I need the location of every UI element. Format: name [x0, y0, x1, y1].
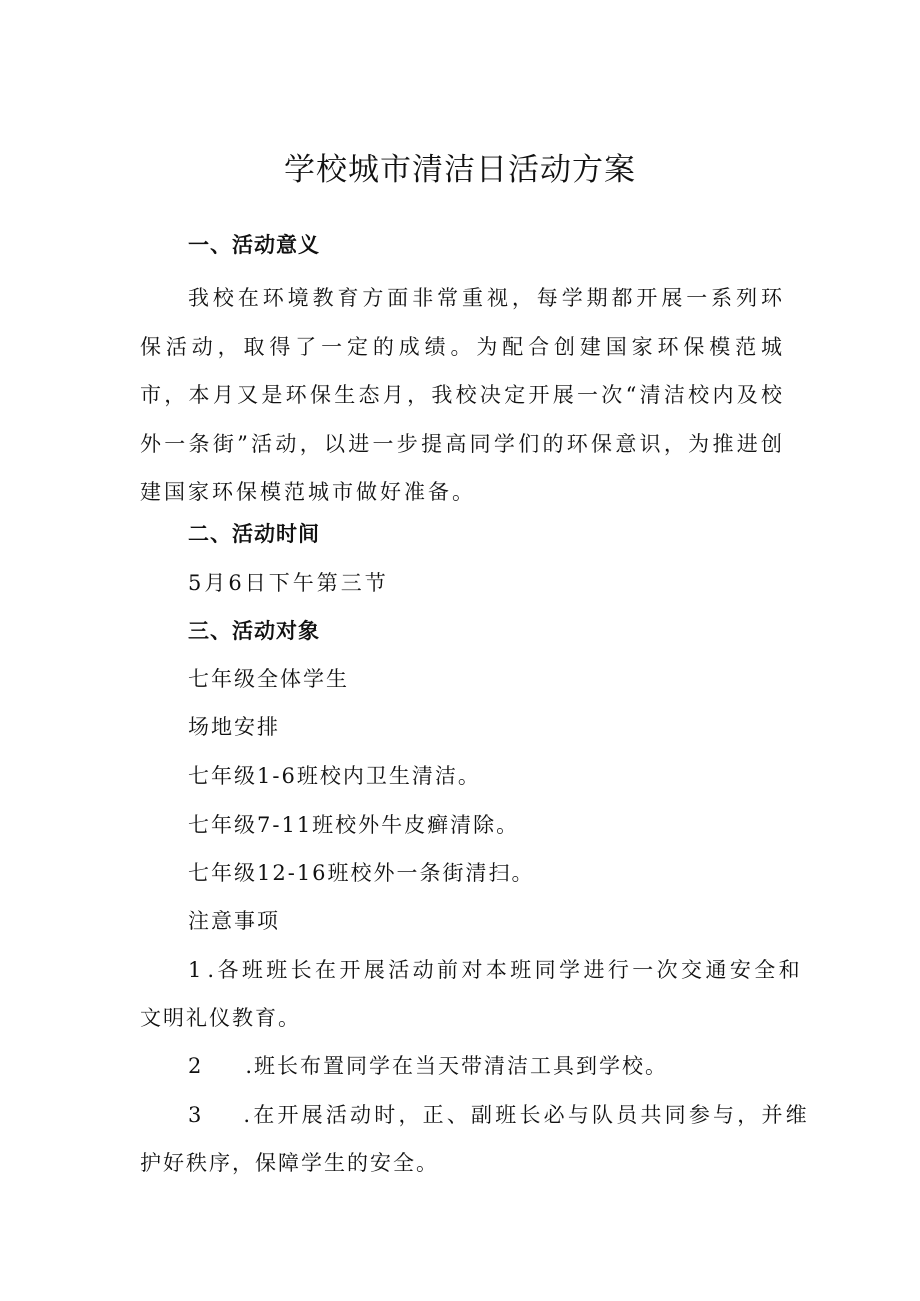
note-item-1-text: .各班班长在开展活动前对本班同学进行一次交通安全和 [207, 958, 804, 982]
note-item-3-continuation: 护好秩序，保障学生的安全。 [140, 1151, 439, 1175]
note-item-1-continuation: 文明礼仪教育。 [140, 1006, 301, 1030]
note-item-3-line [188, 1100, 810, 1130]
note-item-3-text: .在开展活动时，正、副班长必与队员共同参与，并维 [243, 1103, 810, 1127]
notes-heading: 注意事项 [188, 909, 280, 933]
note-item-1-line [188, 955, 803, 985]
note-item-2-line [188, 1051, 668, 1081]
note-item-1-number: 1 [188, 958, 202, 982]
paragraph-significance: 我校在环境教育方面非常重视，每学期都开展一系列环保活动，取得了一定的成绩。为配合创建国家环保模范城市，本月又是环保生态月，我校决定开展一次“清洁校内及校外一条街”活动，以进一步提高同学们的环保意识，为推进创建国家环保模范城市做好准备。 [140, 286, 785, 504]
venue-item-1: 七年级1-6班校内卫生清洁。 [188, 764, 481, 788]
section-heading-time: 二、活动时间 [188, 522, 320, 546]
participants-text: 七年级全体学生 [188, 667, 349, 691]
section-heading-significance: 一、活动意义 [188, 233, 320, 257]
section-heading-participants: 三、活动对象 [188, 619, 320, 643]
venue-item-3: 七年级12-16班校外一条街清扫。 [188, 861, 535, 885]
activity-time-text: 5月6日下午第三节 [188, 571, 389, 595]
venue-item-2: 七年级7-11班校外牛皮癣清除。 [188, 813, 520, 837]
note-item-3-number: 3 [188, 1103, 202, 1127]
note-item-2-text: .班长布置同学在当天带清洁工具到学校。 [245, 1054, 669, 1078]
document-title: 学校城市清洁日活动方案 [284, 152, 636, 188]
venue-heading: 场地安排 [188, 715, 280, 739]
note-item-2-number: 2 [188, 1054, 202, 1078]
